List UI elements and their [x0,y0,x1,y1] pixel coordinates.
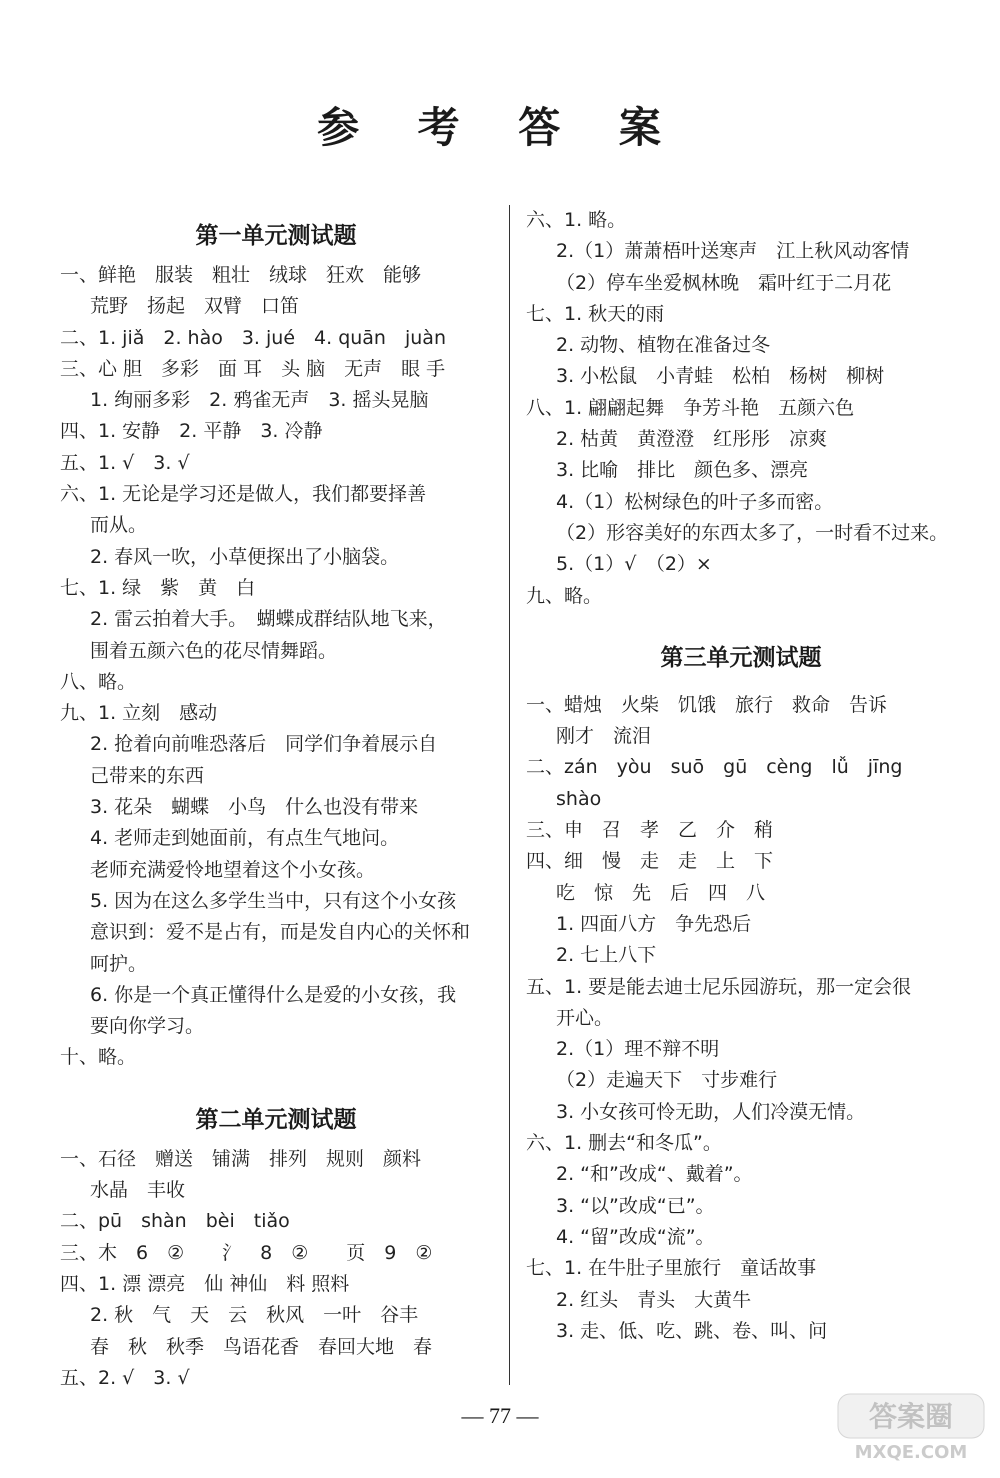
answer-line: （2）停车坐爱枫林晚 霜叶红于二月花 [556,271,892,294]
unit1-title: 第一单元测试题 [195,222,357,249]
answer-line: 一、鲜艳 服装 粗壮 绒球 狂欢 能够 [60,264,422,286]
answer-line: 要向你学习。 [90,1015,205,1038]
answer-line: 2. 雷云拍着大手。 蝴蝶成群结队地飞来， [90,608,447,631]
answer-line: 2. “和”改成“、戴着”。 [556,1163,753,1186]
answer-line: 七、1. 绿 紫 黄 白 [60,576,256,599]
answer-line: 九、1. 立刻 感动 [60,702,218,725]
answer-line: 十、略。 [60,1046,137,1069]
answer-line: 春 秋 秋季 鸟语花香 春回大地 春 [90,1335,433,1358]
answer-line: 而从。 [90,514,148,537]
answer-line: 老师充满爱怜地望着这个小女孩。 [90,858,376,881]
answer-line: 吃 惊 先 后 四 八 [556,881,766,904]
watermark-text: 答案圈 [868,1400,954,1433]
answer-line: 六、1. 略。 [526,209,627,231]
answer-line: 2. 枯黄 黄澄澄 红彤彤 凉爽 [556,428,828,451]
answer-line: 2.（1）理不辩不明 [556,1038,720,1061]
answer-line: 四、1. 安静 2. 平静 3. 冷静 [60,420,323,443]
unit3-title: 第三单元测试题 [660,643,822,671]
page-title: 参 考 答 案 [317,103,683,152]
answer-line: 3. 比喻 排比 颜色多、漂亮 [556,459,809,482]
answer-line: 六、1. 删去“和冬瓜”。 [526,1132,722,1155]
answer-line: 2. 动物、植物在准备过冬 [556,334,771,357]
answer-line: 九、略。 [526,584,603,607]
answer-line: shào [556,787,602,810]
answer-line: 开心。 [556,1006,614,1029]
answer-line: 七、1. 在牛肚子里旅行 童话故事 [526,1257,817,1280]
answer-line: （2）形容美好的东西太多了，一时看不过来。 [556,521,949,544]
answer-line: 一、石径 赠送 铺满 排列 规则 颜料 [60,1147,422,1170]
answer-line: 3. 小女孩可怜无助，人们冷漠无情。 [556,1100,866,1123]
answer-line: 荒野 扬起 双臂 口笛 [90,295,300,318]
answer-line: 七、1. 秋天的雨 [526,302,665,325]
page-number: — 77 — [461,1403,539,1428]
answer-line: 四、细 慢 走 走 上 下 [526,850,774,873]
answer-line: 刚才 流泪 [556,725,652,748]
section-gap [526,682,956,690]
answer-line: 八、1. 翩翩起舞 争芳斗艳 五颜六色 [526,396,855,419]
answer-line: 2. 秋 气 天 云 秋风 一叶 谷丰 [90,1304,419,1327]
answer-line: 4. “留”改成“流”。 [556,1225,715,1248]
answer-line: 4. 老师走到她面前，有点生气地问。 [90,827,400,850]
left-column [60,212,492,1394]
answer-line: 2. 七上八下 [556,944,657,967]
answer-line: 五、1. 要是能去迪士尼乐园游玩，那一定会很 [526,975,912,998]
answer-line: 1. 绚丽多彩 2. 鸦雀无声 3. 摇头晃脑 [90,389,429,412]
answer-line: 四、1. 漂 漂亮 仙 神仙 料 照料 [60,1272,350,1295]
answer-line: 己带来的东西 [90,764,205,787]
answer-line: 3. 花朵 蝴蝶 小鸟 什么也没有带来 [90,796,419,819]
answer-line: 六、1. 无论是学习还是做人，我们都要择善 [60,483,427,506]
section-gap [60,1074,492,1096]
answer-line: 3. 小松鼠 小青蛙 松柏 杨树 柳树 [556,365,885,388]
answer-line: 二、zán yòu suō gū cèng lǚ jīng [526,756,903,779]
answer-line: 3. “以”改成“已”。 [556,1194,715,1217]
answer-line: 围着五颜六色的花尽情舞蹈。 [90,639,338,662]
section-gap [526,612,956,634]
watermark-logo [836,1392,986,1464]
answer-line: （2）走遍天下 寸步难行 [556,1069,778,1092]
answer-line: 五、1. √ 3. √ [60,451,190,474]
answer-line: 八、略。 [60,670,137,693]
right-column [526,205,956,1347]
answer-line: 2. 春风一吹，小草便探出了小脑袋。 [90,545,400,568]
answer-line: 6. 你是一个真正懂得什么是爱的小女孩，我 [90,983,457,1006]
column-divider [509,205,510,1385]
answer-line: 二、pū shàn bèi tiǎo [60,1210,290,1233]
watermark-url: MXQE.COM [854,1442,968,1463]
answer-line: 5.（1）√ （2）× [556,553,712,576]
answer-line: 二、1. jiǎ 2. hào 3. jué 4. quān juàn [60,326,446,349]
watermark-logo-icon [836,1392,986,1464]
answer-line: 意识到：爱不是占有，而是发自内心的关怀和 [90,921,471,944]
answer-line: 呵护。 [90,952,148,975]
answer-line: 三、木 6 ② 氵 8 ② 页 9 ② [60,1241,433,1264]
answer-line: 2. 抢着向前唯恐落后 同学们争着展示自 [90,733,438,756]
answer-line: 2. 红头 青头 大黄牛 [556,1288,752,1311]
answer-line: 2.（1）萧萧梧叶送寒声 江上秋风动客情 [556,240,910,263]
answer-line: 3. 走、低、吃、跳、卷、叫、问 [556,1319,828,1342]
answer-line: 1. 四面八方 争先恐后 [556,912,752,935]
answer-line: 4.（1）松树绿色的叶子多而密。 [556,490,834,513]
unit2-title: 第二单元测试题 [195,1105,357,1133]
answer-line: 5. 因为在这么多学生当中，只有这个小女孩 [90,889,457,912]
answer-line: 水晶 丰收 [90,1179,186,1202]
answer-line: 五、2. √ 3. √ [60,1366,190,1389]
answer-line: 三、申 召 孝 乙 介 稍 [526,819,774,842]
answer-line: 三、心 胆 多彩 面 耳 头 脑 无声 眼 手 [60,357,446,380]
answer-line: 一、蜡烛 火柴 饥饿 旅行 救命 告诉 [526,693,888,716]
